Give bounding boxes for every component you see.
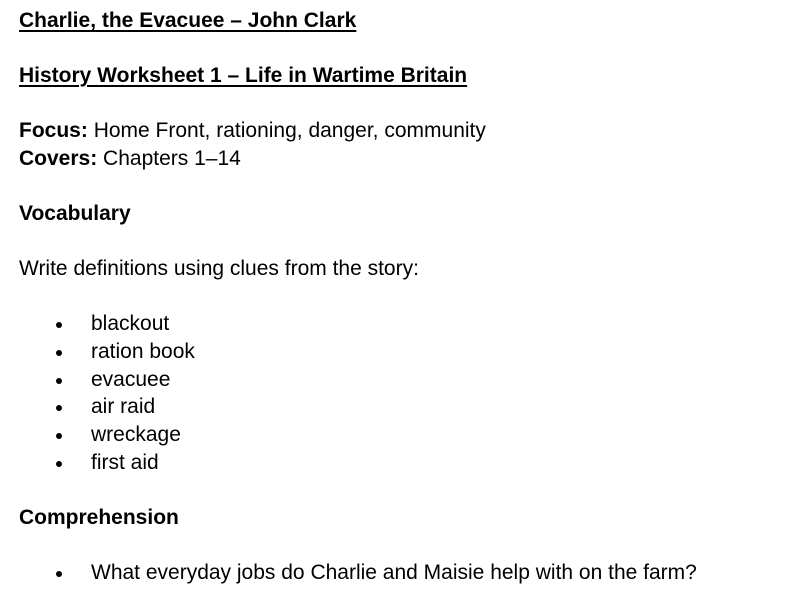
bullet-icon bbox=[56, 571, 62, 577]
covers-value: Chapters 1–14 bbox=[103, 147, 241, 170]
vocabulary-item bbox=[19, 393, 799, 421]
vocabulary-term: ration book bbox=[91, 339, 195, 363]
vocabulary-item bbox=[19, 310, 799, 338]
vocabulary-term: first aid bbox=[91, 450, 159, 474]
focus-value: Home Front, rationing, danger, community bbox=[93, 119, 486, 142]
comprehension-question bbox=[19, 559, 799, 587]
vocabulary-term: blackout bbox=[91, 312, 170, 335]
vocabulary-term: wreckage bbox=[91, 423, 181, 447]
vocabulary-item bbox=[19, 338, 799, 366]
vocabulary-instruction: Write definitions using clues from the story: bbox=[19, 257, 419, 280]
vocabulary-list bbox=[19, 310, 799, 477]
worksheet-subtitle: History Worksheet 1 – Life in Wartime Britain bbox=[19, 64, 468, 87]
vocabulary-item bbox=[19, 421, 799, 449]
vocabulary-term: air raid bbox=[91, 395, 156, 419]
comprehension-question-text: What everyday jobs do Charlie and Maisie help with on the farm? bbox=[91, 560, 697, 584]
vocabulary-item bbox=[19, 449, 799, 477]
covers-line bbox=[19, 145, 799, 173]
covers-label: Covers: bbox=[19, 147, 98, 170]
vocabulary-item bbox=[19, 366, 799, 394]
vocabulary-heading: Vocabulary bbox=[19, 202, 131, 225]
focus-line bbox=[19, 117, 799, 145]
bullet-icon bbox=[56, 350, 62, 356]
vocabulary-term: evacuee bbox=[91, 367, 171, 391]
bullet-icon bbox=[56, 461, 62, 467]
bullet-icon bbox=[56, 405, 62, 411]
comprehension-heading: Comprehension bbox=[19, 505, 179, 529]
comprehension-list bbox=[19, 559, 799, 587]
bullet-icon bbox=[56, 322, 62, 328]
worksheet-page bbox=[19, 7, 799, 587]
document-title: Charlie, the Evacuee – John Clark bbox=[19, 9, 357, 32]
bullet-icon bbox=[56, 378, 62, 384]
bullet-icon bbox=[56, 433, 62, 439]
focus-label: Focus: bbox=[19, 119, 88, 142]
